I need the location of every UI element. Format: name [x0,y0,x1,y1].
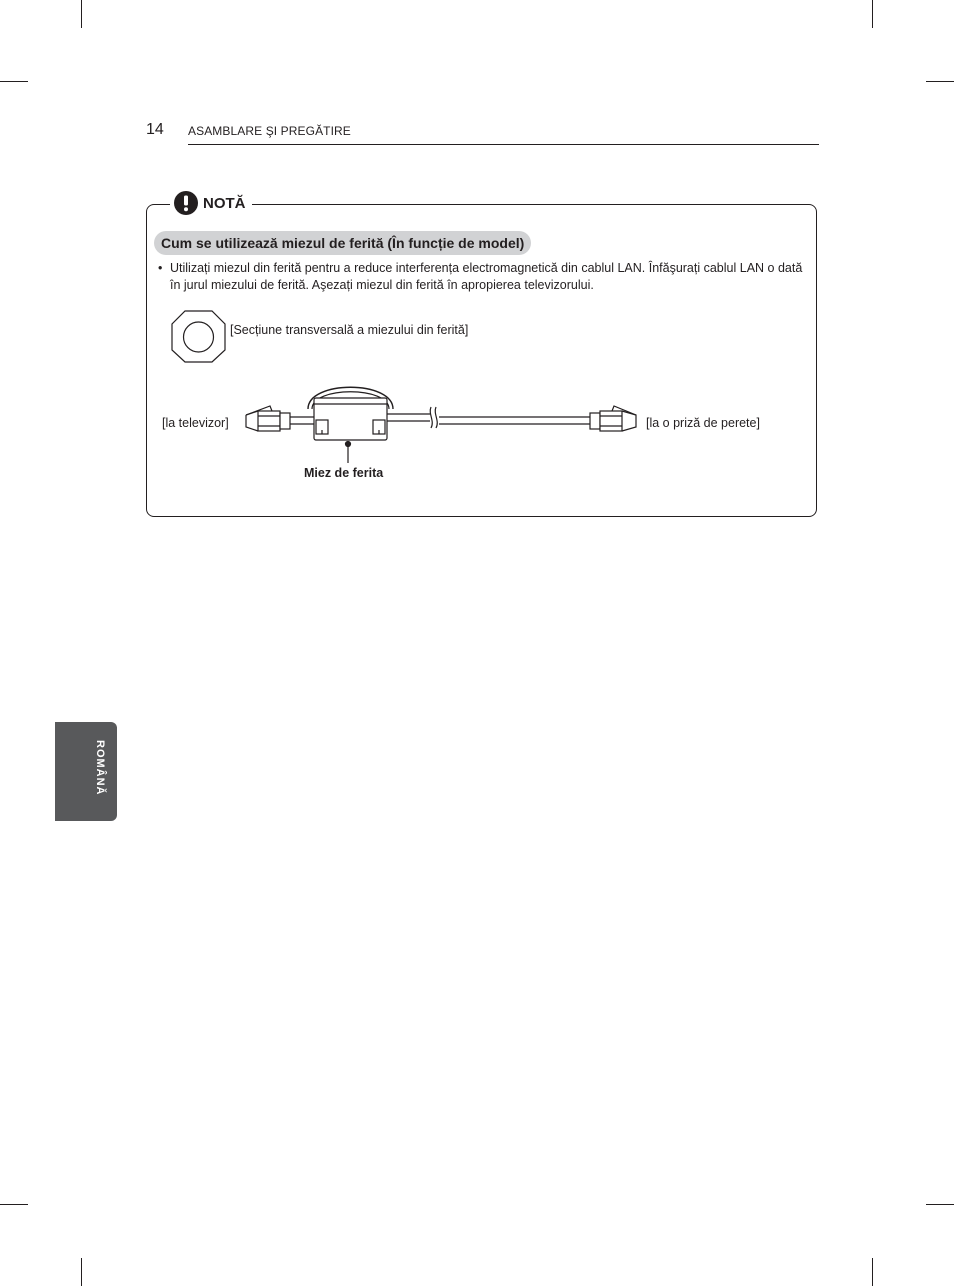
note-heading [170,189,252,217]
to-tv-caption: [la televizor] [162,416,229,430]
ferrite-core-icon [308,387,393,440]
ferrite-core-caption: Miez de ferita [304,466,384,480]
exclamation-icon [174,191,198,215]
crop-mark [872,1258,873,1286]
note-label: NOTĂ [203,194,246,212]
crop-mark [0,1204,28,1205]
lan-plug-left-icon [246,406,290,431]
to-wall-caption: [la o priză de perete] [646,416,760,430]
crop-mark [926,1204,954,1205]
note-subheading: Cum se utilizează miezul de ferită (În funcție de model) [154,231,531,255]
crop-mark [81,1258,82,1286]
crop-mark [81,0,82,28]
bullet-text: Utilizați miezul din ferită pentru a reduce interferența electromagnetică din cablul LAN. Înfăşurați cablul LAN o dată în jurul miezului de ferită. Aşezați miezul din ferită în apropierea televizorului. [170,261,803,292]
language-label: ROMÂNĂ [94,740,106,796]
bullet-marker: • [158,261,163,275]
language-tab [55,722,117,821]
core-leader-line [346,442,351,464]
cross-section-caption: [Secțiune transversală a miezului din ferită] [230,323,469,337]
section-title: ASAMBLARE ŞI PREGĂTIRE [188,124,351,138]
crop-mark [0,81,28,82]
page-number: 14 [146,121,164,138]
header-divider [188,144,819,145]
lan-plug-right-icon [590,406,636,431]
crop-mark [872,0,873,28]
ferrite-cross-section-icon [172,311,225,362]
crop-mark [926,81,954,82]
